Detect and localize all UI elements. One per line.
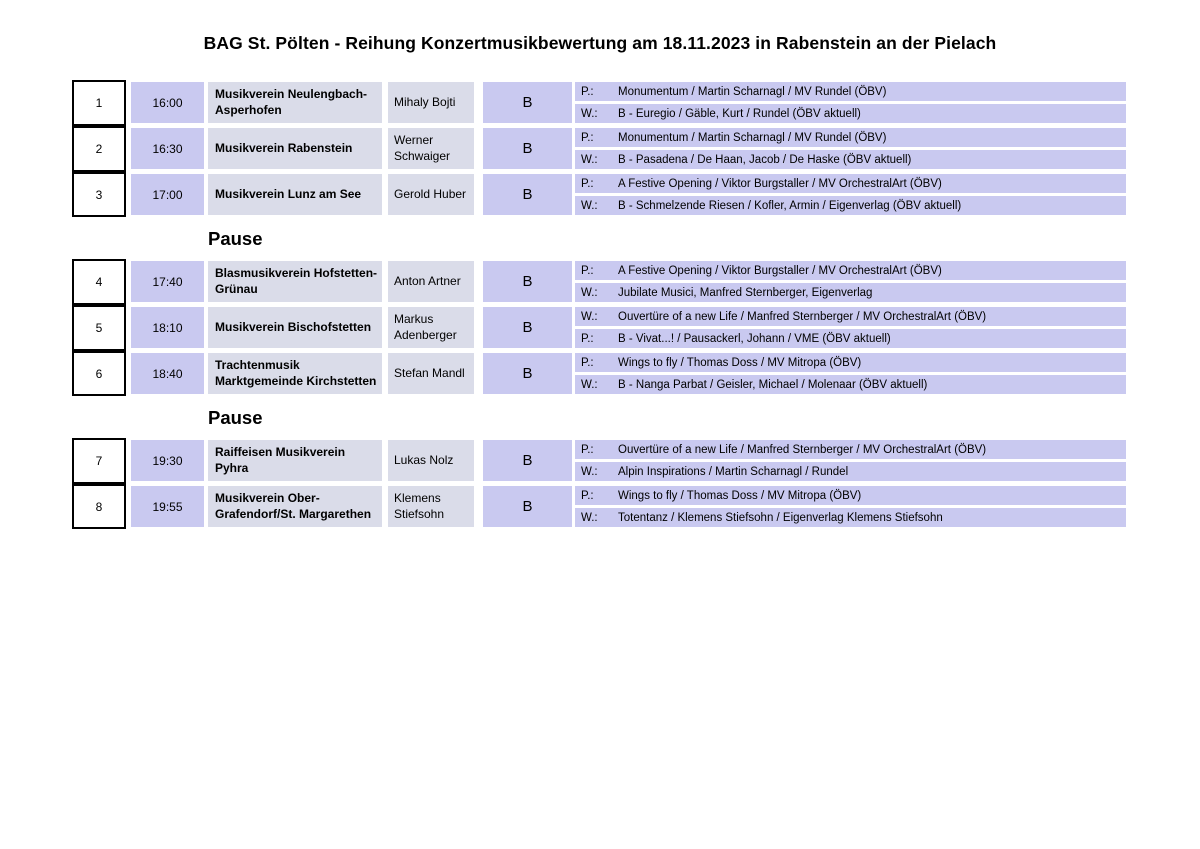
entry-number: 5 — [72, 305, 126, 351]
entry-number: 8 — [72, 484, 126, 529]
start-time: 18:10 — [131, 307, 204, 348]
ensemble-name: Musikverein Neulengbach-Asperhofen — [208, 82, 382, 123]
piece-type-label: P.: — [581, 85, 594, 98]
piece-type-label: W.: — [581, 465, 598, 478]
piece-row — [575, 486, 1126, 505]
grade-badge: B — [483, 307, 572, 348]
piece-row — [575, 375, 1126, 394]
piece-title: Wings to fly / Thomas Doss / MV Mitropa (ÖBV) — [618, 356, 862, 369]
piece-list — [575, 353, 1126, 394]
piece-list — [575, 440, 1126, 481]
entry-number: 7 — [72, 438, 126, 484]
ensemble-name: Blasmusikverein Hofstetten-Grünau — [208, 261, 382, 302]
piece-title: Ouvertüre of a new Life / Manfred Sternberger / MV OrchestralArt (ÖBV) — [618, 443, 987, 456]
piece-row — [575, 82, 1126, 101]
ensemble-name: Musikverein Rabenstein — [208, 128, 382, 169]
start-time: 16:00 — [131, 82, 204, 123]
piece-title: Monumentum / Martin Scharnagl / MV Rundel (ÖBV) — [618, 85, 887, 98]
start-time: 18:40 — [131, 353, 204, 394]
piece-type-label: W.: — [581, 310, 598, 323]
page-title: BAG St. Pölten - Reihung Konzertmusikbewertung am 18.11.2023 in Rabenstein an der Pielach — [203, 33, 997, 53]
entry-number: 6 — [72, 351, 126, 396]
schedule-table — [72, 80, 1126, 530]
piece-title: Wings to fly / Thomas Doss / MV Mitropa (ÖBV) — [618, 489, 862, 502]
conductor-name: Gerold Huber — [388, 174, 474, 215]
piece-row — [575, 440, 1126, 459]
grade-badge: B — [483, 486, 572, 527]
ensemble-name: Musikverein Lunz am See — [208, 174, 382, 215]
grade-badge: B — [483, 440, 572, 481]
piece-type-label: W.: — [581, 107, 598, 120]
piece-title: B - Euregio / Gäble, Kurt / Rundel (ÖBV aktuell) — [618, 107, 861, 120]
piece-type-label: W.: — [581, 286, 598, 299]
conductor-name: Werner Schwaiger — [388, 128, 474, 169]
piece-title: A Festive Opening / Viktor Burgstaller / MV OrchestralArt (ÖBV) — [618, 264, 942, 277]
piece-row — [575, 329, 1126, 348]
conductor-name: Klemens Stiefsohn — [388, 486, 474, 527]
piece-row — [575, 196, 1126, 215]
piece-list — [575, 82, 1126, 123]
piece-list — [575, 174, 1126, 215]
start-time: 16:30 — [131, 128, 204, 169]
piece-type-label: P.: — [581, 443, 594, 456]
piece-type-label: P.: — [581, 131, 594, 144]
start-time: 17:00 — [131, 174, 204, 215]
piece-row — [575, 283, 1126, 302]
piece-type-label: P.: — [581, 356, 594, 369]
piece-type-label: P.: — [581, 489, 594, 502]
piece-type-label: W.: — [581, 378, 598, 391]
start-time: 19:30 — [131, 440, 204, 481]
piece-row — [575, 150, 1126, 169]
grade-badge: B — [483, 128, 572, 169]
piece-row — [575, 261, 1126, 280]
piece-type-label: W.: — [581, 199, 598, 212]
piece-title: Jubilate Musici, Manfred Sternberger, Eigenverlag — [618, 286, 873, 299]
piece-row — [575, 307, 1126, 326]
conductor-name: Stefan Mandl — [388, 353, 474, 394]
entry-number: 3 — [72, 172, 126, 217]
grade-badge: B — [483, 174, 572, 215]
piece-title: A Festive Opening / Viktor Burgstaller / MV OrchestralArt (ÖBV) — [618, 177, 942, 190]
schedule-row — [72, 80, 1126, 125]
schedule-row — [72, 438, 1126, 483]
piece-title: Ouvertüre of a new Life / Manfred Sternberger / MV OrchestralArt (ÖBV) — [618, 310, 987, 323]
grade-badge: B — [483, 82, 572, 123]
piece-type-label: P.: — [581, 177, 594, 190]
grade-badge: B — [483, 353, 572, 394]
piece-list — [575, 128, 1126, 169]
piece-title: B - Vivat...! / Pausackerl, Johann / VME (ÖBV aktuell) — [618, 332, 891, 345]
piece-type-label: P.: — [581, 264, 594, 277]
conductor-name: Markus Adenberger — [388, 307, 474, 348]
entry-number: 2 — [72, 126, 126, 172]
schedule-row — [72, 126, 1126, 171]
pause-heading: Pause — [208, 406, 263, 428]
piece-row — [575, 462, 1126, 481]
start-time: 17:40 — [131, 261, 204, 302]
entry-number: 1 — [72, 80, 126, 126]
schedule-row — [72, 484, 1126, 529]
piece-row — [575, 104, 1126, 123]
ensemble-name: Trachtenmusik Marktgemeinde Kirchstetten — [208, 353, 382, 394]
grade-badge: B — [483, 261, 572, 302]
piece-title: B - Schmelzende Riesen / Kofler, Armin / Eigenverlag (ÖBV aktuell) — [618, 199, 962, 212]
start-time: 19:55 — [131, 486, 204, 527]
piece-type-label: W.: — [581, 153, 598, 166]
schedule-row — [72, 305, 1126, 350]
conductor-name: Anton Artner — [388, 261, 474, 302]
piece-type-label: P.: — [581, 332, 594, 345]
schedule-row — [72, 351, 1126, 396]
entry-number: 4 — [72, 259, 126, 305]
piece-title: Totentanz / Klemens Stiefsohn / Eigenverlag Klemens Stiefsohn — [618, 511, 943, 524]
piece-title: B - Nanga Parbat / Geisler, Michael / Molenaar (ÖBV aktuell) — [618, 378, 928, 391]
pause-heading: Pause — [208, 227, 263, 249]
ensemble-name: Musikverein Ober-Grafendorf/St. Margarethen — [208, 486, 382, 527]
piece-list — [575, 261, 1126, 302]
ensemble-name: Musikverein Bischofstetten — [208, 307, 382, 348]
schedule-row — [72, 259, 1126, 304]
piece-row — [575, 174, 1126, 193]
piece-row — [575, 353, 1126, 372]
piece-row — [575, 128, 1126, 147]
ensemble-name: Raiffeisen Musikverein Pyhra — [208, 440, 382, 481]
conductor-name: Mihaly Bojti — [388, 82, 474, 123]
piece-type-label: W.: — [581, 511, 598, 524]
piece-row — [575, 508, 1126, 527]
schedule-row — [72, 172, 1126, 217]
piece-list — [575, 307, 1126, 348]
piece-title: B - Pasadena / De Haan, Jacob / De Haske (ÖBV aktuell) — [618, 153, 912, 166]
piece-title: Alpin Inspirations / Martin Scharnagl / Rundel — [618, 465, 849, 478]
conductor-name: Lukas Nolz — [388, 440, 474, 481]
piece-title: Monumentum / Martin Scharnagl / MV Rundel (ÖBV) — [618, 131, 887, 144]
piece-list — [575, 486, 1126, 527]
